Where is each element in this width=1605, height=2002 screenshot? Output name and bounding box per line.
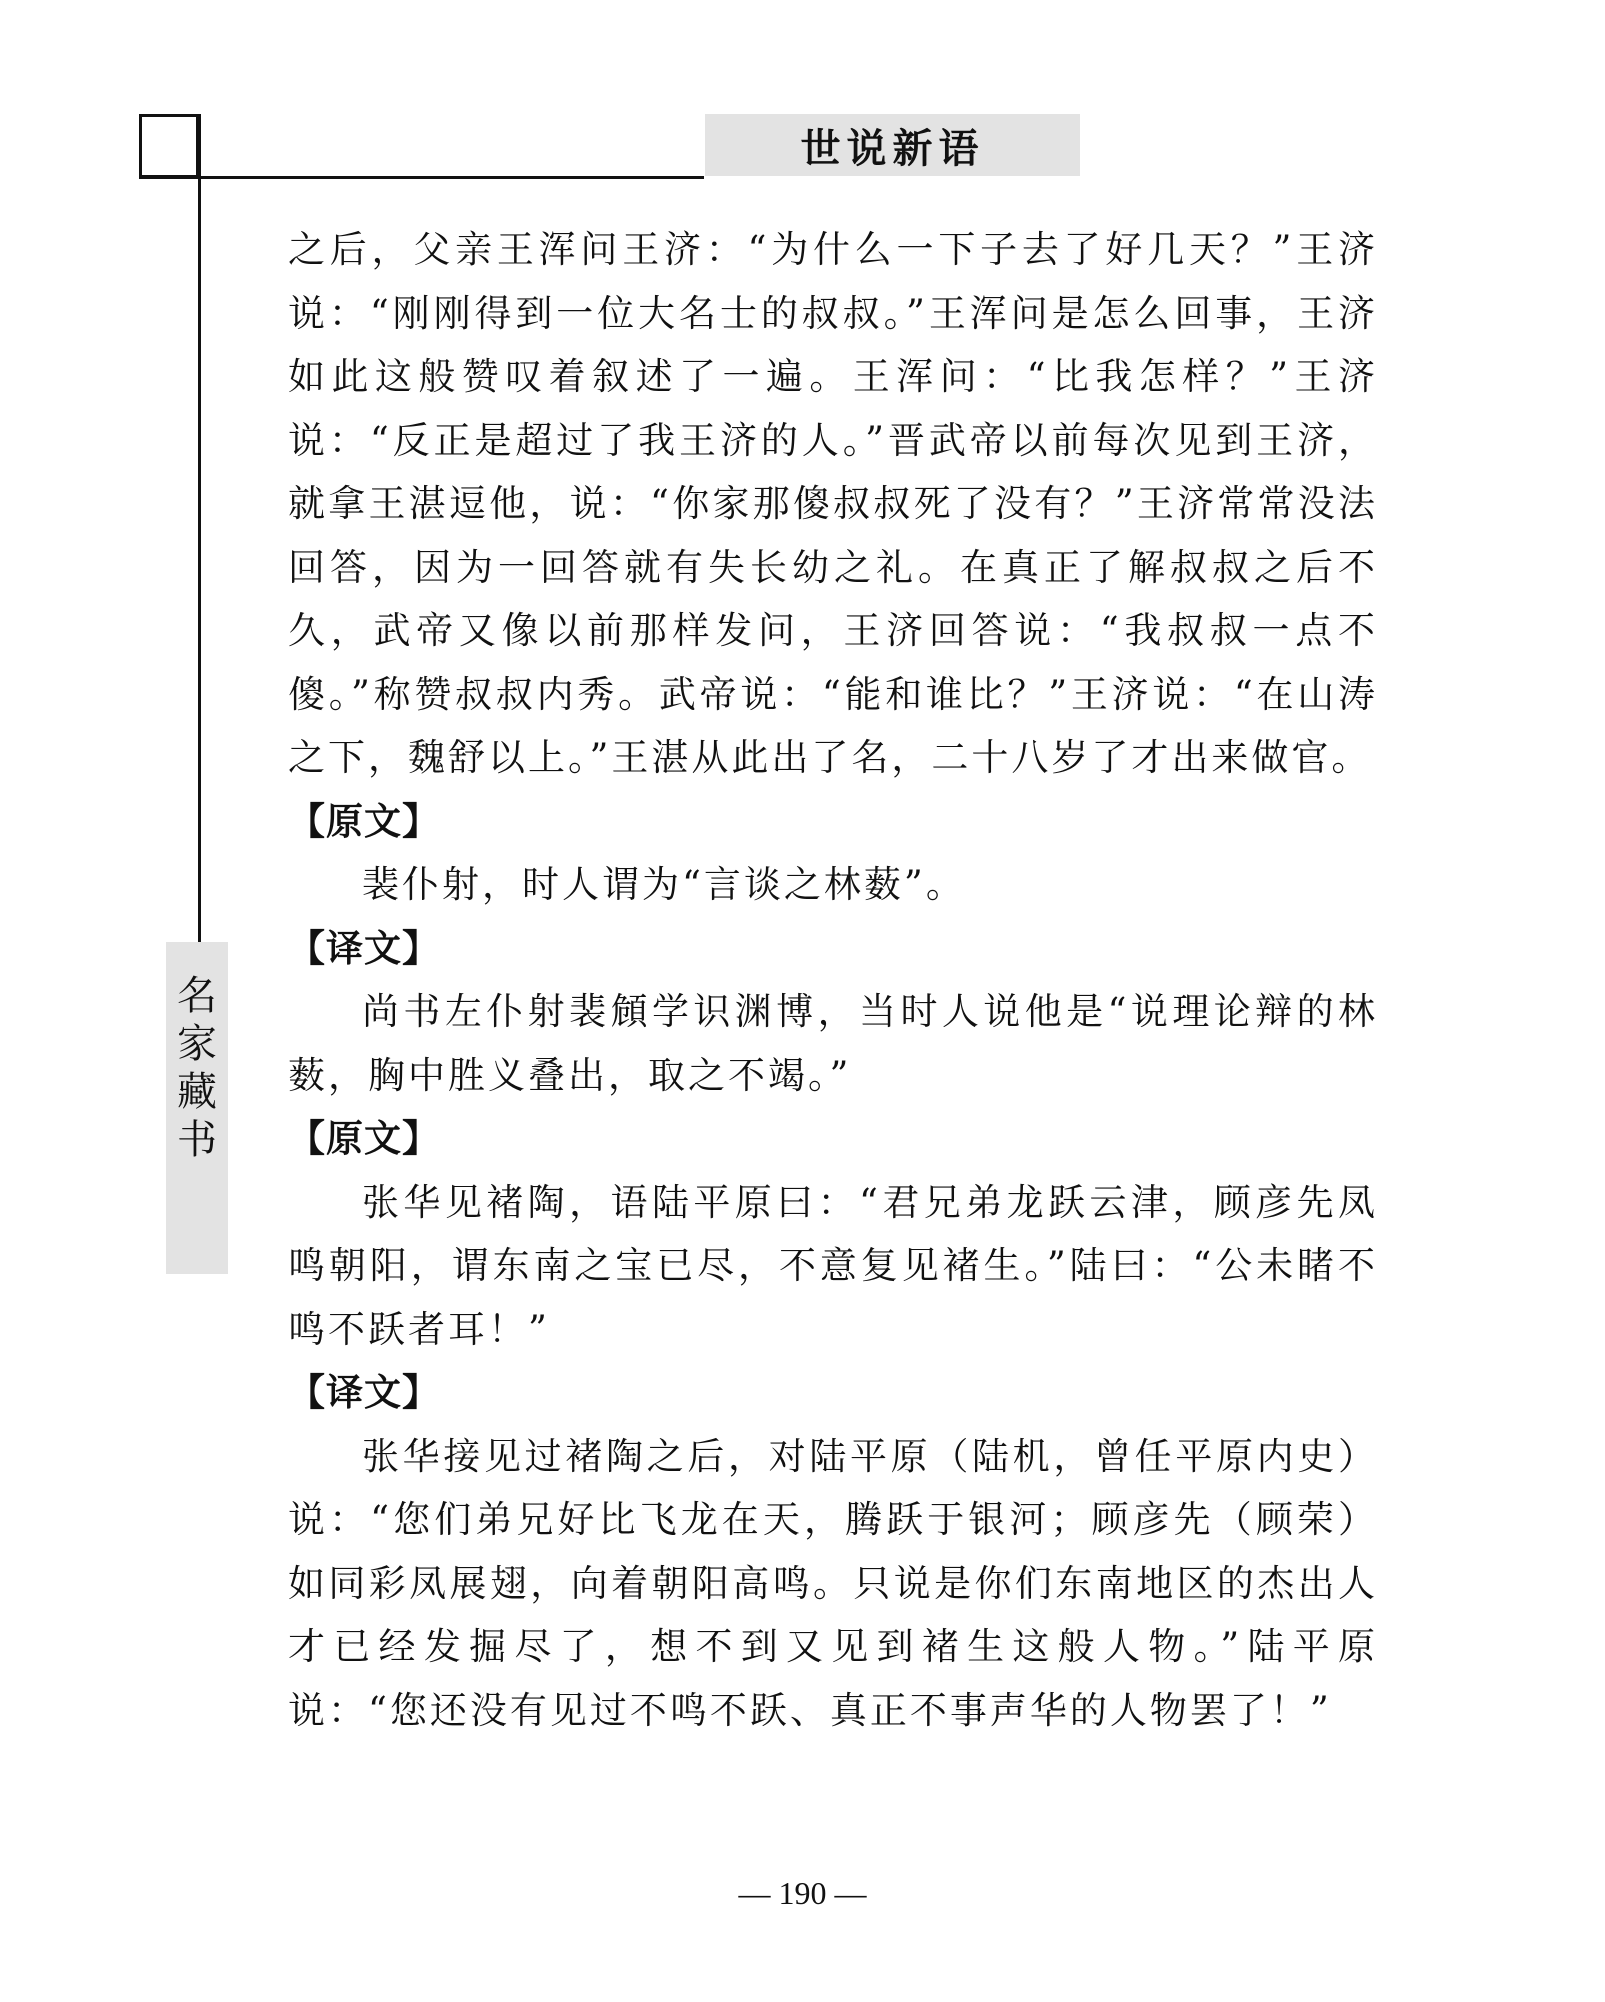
original-text-paragraph: 裴仆射，时人谓为“言谈之林薮”。 — [362, 863, 966, 906]
original-text-heading: 【原文】 — [288, 799, 440, 843]
continuation-paragraph: 之后，父亲王浑问王济：“为什么一下子去了好几天？”王济说：“刚刚得到一位大名士的叔叔。”王浑问是怎么回事，王济如此这般赞叹着叙述了一遍。王浑问：“比我怎样？”王济说：“反正是超过了我王济的人。”晋武帝以前每次见到王济，就拿王湛逗他，说：“你家那傻叔叔死了没有？”王济常常没法回答，因为一回答就有失长幼之礼。在真正了解叔叔之后不久，武帝又像以前那样发问，王济回答说：“我叔叔一点不傻。”称赞叔叔内秀。武帝说：“能和谁比？”王济说：“在山涛之下，魏舒以上。”王湛从此出了名，二十八岁了才出来做官。 — [288, 228, 1378, 779]
margin-vertical-rule — [198, 114, 201, 942]
series-side-tab — [166, 942, 228, 1274]
translation-heading: 【译文】 — [288, 926, 440, 970]
corner-frame-box — [139, 114, 199, 178]
translation-heading: 【译文】 — [288, 1371, 440, 1414]
book-title: 世说新语 — [800, 124, 985, 172]
translation-paragraph: 尚书左仆射裴頠学识渊博，当时人说他是“说理论辩的林薮，胸中胜义叠出，取之不竭。” — [288, 990, 1378, 1097]
running-header — [705, 114, 1080, 176]
header-rule-line — [139, 176, 704, 179]
translation-paragraph: 张华接见过褚陶之后，对陆平原（陆机，曾任平原内史）说：“您们弟兄好比飞龙在天，腾跃于银河；顾彦先（顾荣）如同彩凤展翅，向着朝阳高鸣。只说是你们东南地区的杰出人才已经发掘尽了，想不到又见到褚生这般人物。”陆平原说：“您还没有见过不鸣不跃、真正不事声华的人物罢了！” — [288, 1434, 1378, 1732]
original-text-heading: 【原文】 — [288, 1117, 440, 1160]
page-number: — 190 — — [738, 1875, 867, 1911]
page-body — [288, 218, 1378, 1742]
original-text-paragraph: 张华见褚陶，语陆平原曰：“君兄弟龙跃云津，顾彦先凤鸣朝阳，谓东南之宝已尽，不意复见褚生。”陆曰：“公未睹不鸣不跃者耳！” — [288, 1180, 1378, 1351]
series-label: 名家藏书 — [177, 973, 217, 1163]
